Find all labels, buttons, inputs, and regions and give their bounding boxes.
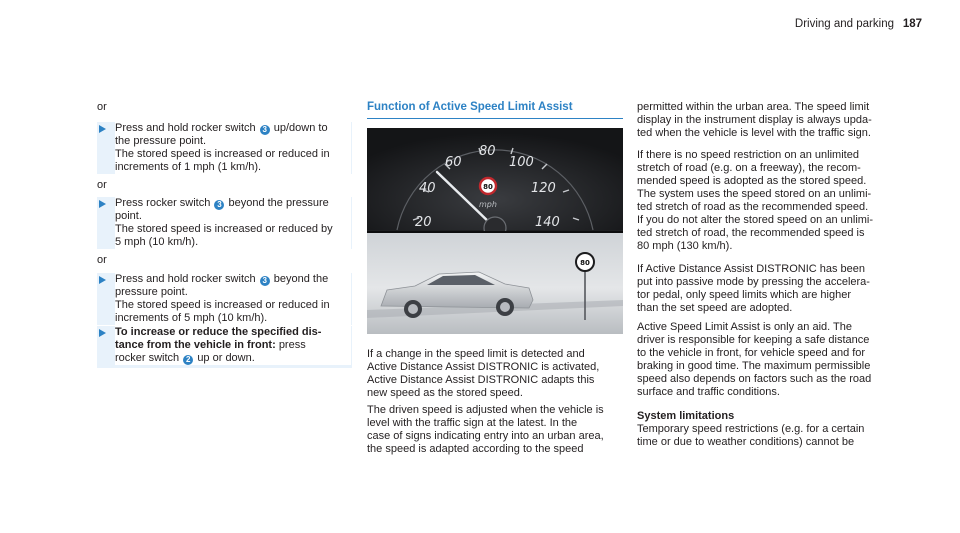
title-rule <box>367 118 623 119</box>
paragraph-line: If there is no speed restriction on an unlimited <box>637 149 859 161</box>
step-distance <box>97 326 352 368</box>
illustration-svg <box>367 128 623 334</box>
paragraph <box>637 263 870 315</box>
paragraph-line: the speed is adapted according to the speed <box>367 443 584 455</box>
paragraph-line: speed also depends on factors such as the road <box>637 373 872 385</box>
paragraph-line: surface and traffic conditions. <box>637 386 780 398</box>
step-text: rocker switch <box>115 352 180 364</box>
or-text: or <box>97 254 107 266</box>
paragraph-line: tor pedal, only speed limits which are higher <box>637 289 852 301</box>
step-text: Press and hold rocker switch <box>115 122 256 134</box>
paragraph-line: than the set speed are adopted. <box>637 302 793 314</box>
step-text: tance from the vehicle in front: <box>115 339 276 351</box>
step-text: Press rocker switch <box>115 197 211 209</box>
paragraph-line: new speed as the stored speed. <box>367 387 523 399</box>
paragraph-line: 80 mph (130 km/h). <box>637 240 733 252</box>
step-press-beyond <box>97 197 352 249</box>
step-text: beyond the pressure <box>228 197 329 209</box>
step-text: point. <box>115 210 142 222</box>
step-text: up or down. <box>197 352 255 364</box>
paragraph-line: ted when the vehicle is level with the traffic sign. <box>637 127 871 139</box>
step-hold-up-down <box>97 122 352 174</box>
paragraph-line: If a change in the speed limit is detected and <box>367 348 585 360</box>
paragraph-line: Active Distance Assist DISTRONIC adapts this <box>367 374 595 386</box>
step-text: To increase or reduce the specified dis- <box>115 326 322 338</box>
paragraph-line: Active Distance Assist DISTRONIC is activated, <box>367 361 600 373</box>
paragraph-line: driver is responsible for keeping a safe distance <box>637 334 870 346</box>
step-text: increments of 1 mph (1 km/h). <box>115 161 262 173</box>
page-header <box>760 18 944 32</box>
or-text: or <box>97 179 107 191</box>
paragraph <box>367 348 599 400</box>
step-text: up/down to <box>273 122 328 134</box>
step-text: pressure point. <box>115 286 188 298</box>
paragraph-line: braking in good time. The maximum permissible <box>637 360 871 372</box>
paragraph-line: If Active Distance Assist DISTRONIC has been <box>637 263 866 275</box>
step-text: the pressure point. <box>115 135 207 147</box>
gauge-label: 60 <box>445 155 462 170</box>
callout-badge-3: 3 <box>260 125 270 135</box>
step-text: press <box>278 339 306 351</box>
paragraph-line: mended speed is adopted as the stored speed. <box>637 175 867 187</box>
callout-badge-2: 2 <box>183 355 193 365</box>
paragraph <box>637 423 864 449</box>
paragraph-line: Active Speed Limit Assist is only an aid. The <box>637 321 853 333</box>
callout-badge-3: 3 <box>260 276 270 286</box>
step-arrow-icon <box>97 326 109 368</box>
callout-badge-3: 3 <box>214 200 224 210</box>
paragraph-line: ted stretch of road as the recommended speed. <box>637 201 869 213</box>
speed-limit-illustration <box>367 128 623 334</box>
paragraph-line: Temporary speed restrictions (e.g. for a certain <box>637 423 865 435</box>
gauge-label: 100 <box>509 155 534 170</box>
gauge-sign-value: 80 <box>483 183 493 191</box>
gauge-label: 40 <box>419 181 436 196</box>
header-section-title: Driving and parking <box>794 18 894 30</box>
step-arrow-icon <box>97 122 109 174</box>
paragraph-line: The driven speed is adjusted when the vehicle is <box>367 404 604 416</box>
gauge-label: 140 <box>535 215 560 230</box>
gauge-label: 120 <box>531 181 556 196</box>
section-title: Function of Active Speed Limit Assist <box>367 101 573 113</box>
paragraph-line: stretch of road (e.g. on a freeway), the recom- <box>637 162 861 174</box>
paragraph <box>637 149 873 253</box>
step-arrow-icon <box>97 197 109 249</box>
or-text: or <box>97 101 107 113</box>
step-text: beyond the <box>273 273 329 285</box>
paragraph-line: to the vehicle in front, for vehicle speed and for <box>637 347 866 359</box>
paragraph-line: time or due to weather conditions) cannot be <box>637 436 855 448</box>
step-hold-beyond <box>97 273 352 325</box>
gauge-label: 20 <box>415 215 432 230</box>
subheading: System limitations <box>637 410 735 422</box>
step-text: increments of 5 mph (10 km/h). <box>115 312 268 324</box>
paragraph-line: display in the instrument display is always upda- <box>637 114 872 126</box>
step-text: The stored speed is increased or reduced by <box>115 223 333 235</box>
paragraph-line: If you do not alter the stored speed on an unlimi- <box>637 214 874 226</box>
step-text: Press and hold rocker switch <box>115 273 256 285</box>
gauge-label: 80 <box>479 144 496 159</box>
paragraph-line: The system uses the speed stored on an unlimi- <box>637 188 872 200</box>
step-text: 5 mph (10 km/h). <box>115 236 199 248</box>
road-sign-value: 80 <box>580 259 590 267</box>
step-text: The stored speed is increased or reduced in <box>115 299 330 311</box>
paragraph-line: put into passive mode by pressing the accelera- <box>637 276 870 288</box>
paragraph-line: permitted within the urban area. The speed limit <box>637 101 870 113</box>
paragraph-line: level with the traffic sign at the latest. In the <box>367 417 578 429</box>
paragraph-line: case of signs indicating entry into an urban area, <box>367 430 604 442</box>
paragraph <box>637 101 872 140</box>
step-text: The stored speed is increased or reduced in <box>115 148 330 160</box>
step-arrow-icon <box>97 273 109 325</box>
paragraph <box>637 321 871 399</box>
page-number: 187 <box>902 18 922 30</box>
paragraph <box>367 404 604 456</box>
gauge-unit: mph <box>479 200 497 209</box>
paragraph-line: ted stretch of road, the recommended speed is <box>637 227 865 239</box>
